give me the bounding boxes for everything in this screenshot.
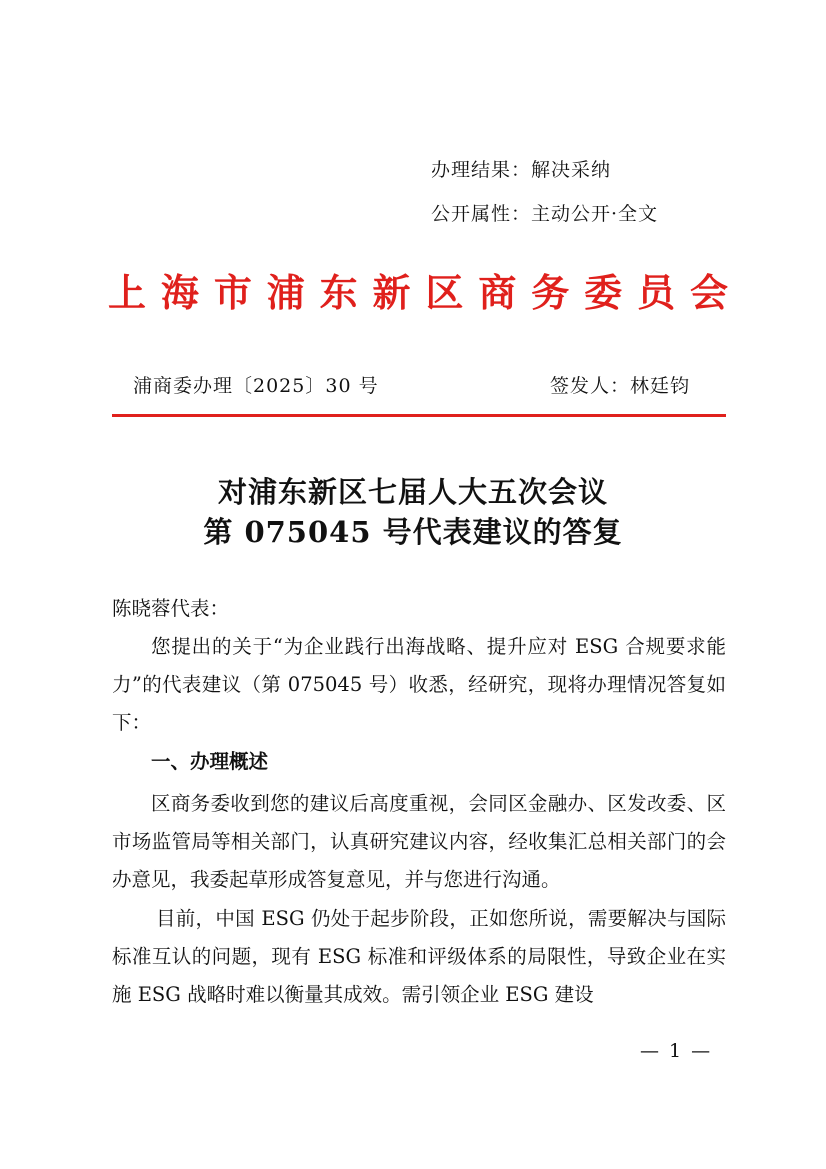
- org-char: 区: [425, 271, 464, 315]
- salutation: 陈晓蓉代表：: [112, 597, 230, 620]
- section-heading: 一、办理概述: [151, 750, 269, 773]
- org-char: 浦: [266, 271, 305, 315]
- issuing-organization: [108, 262, 728, 317]
- disclosure-attribute: 公开属性：主动公开·全文: [431, 203, 659, 225]
- org-char: 东: [319, 271, 358, 315]
- handling-result: 办理结果：解决采纳: [431, 159, 612, 181]
- document-number: 浦商委办理〔2025〕30 号: [133, 375, 379, 397]
- document-title-line2: 第 075045 号代表建议的答复: [203, 515, 623, 549]
- paragraph-overview: 区商务委收到您的建议后高度重视，会同区金融办、区发改委、区市场监管局等相关部门，认真研究建议内容，经收集汇总相关部门的会办意见，我委起草形成答复意见，并与您进行沟通。: [112, 792, 726, 891]
- page-number: — 1 —: [640, 1040, 713, 1062]
- org-char: 上: [108, 271, 147, 315]
- org-char: 会: [689, 271, 728, 315]
- org-char: 商: [478, 271, 517, 315]
- org-char: 市: [213, 271, 252, 315]
- paragraph-current-status: 目前，中国 ESG 仍处于起步阶段，正如您所说，需要解决与国际标准互认的问题，现有 ESG 标准和评级体系的局限性，导致企业在实施 ESG 战略时难以衡量其成效。需引领企业 ESG 建设: [112, 907, 726, 1006]
- org-char: 务: [531, 271, 570, 315]
- red-divider: [112, 414, 726, 417]
- org-char: 新: [372, 271, 411, 315]
- org-char: 员: [637, 271, 676, 315]
- org-char: 委: [584, 271, 623, 315]
- paragraph-intro: 您提出的关于“为企业践行出海战略、提升应对 ESG 合规要求能力”的代表建议（第 075045 号）收悉，经研究，现将办理情况答复如下：: [112, 635, 726, 734]
- org-char: 海: [160, 271, 199, 315]
- document-title-line1: 对浦东新区七届人大五次会议: [217, 475, 608, 509]
- signer: 签发人：林廷钧: [550, 375, 691, 397]
